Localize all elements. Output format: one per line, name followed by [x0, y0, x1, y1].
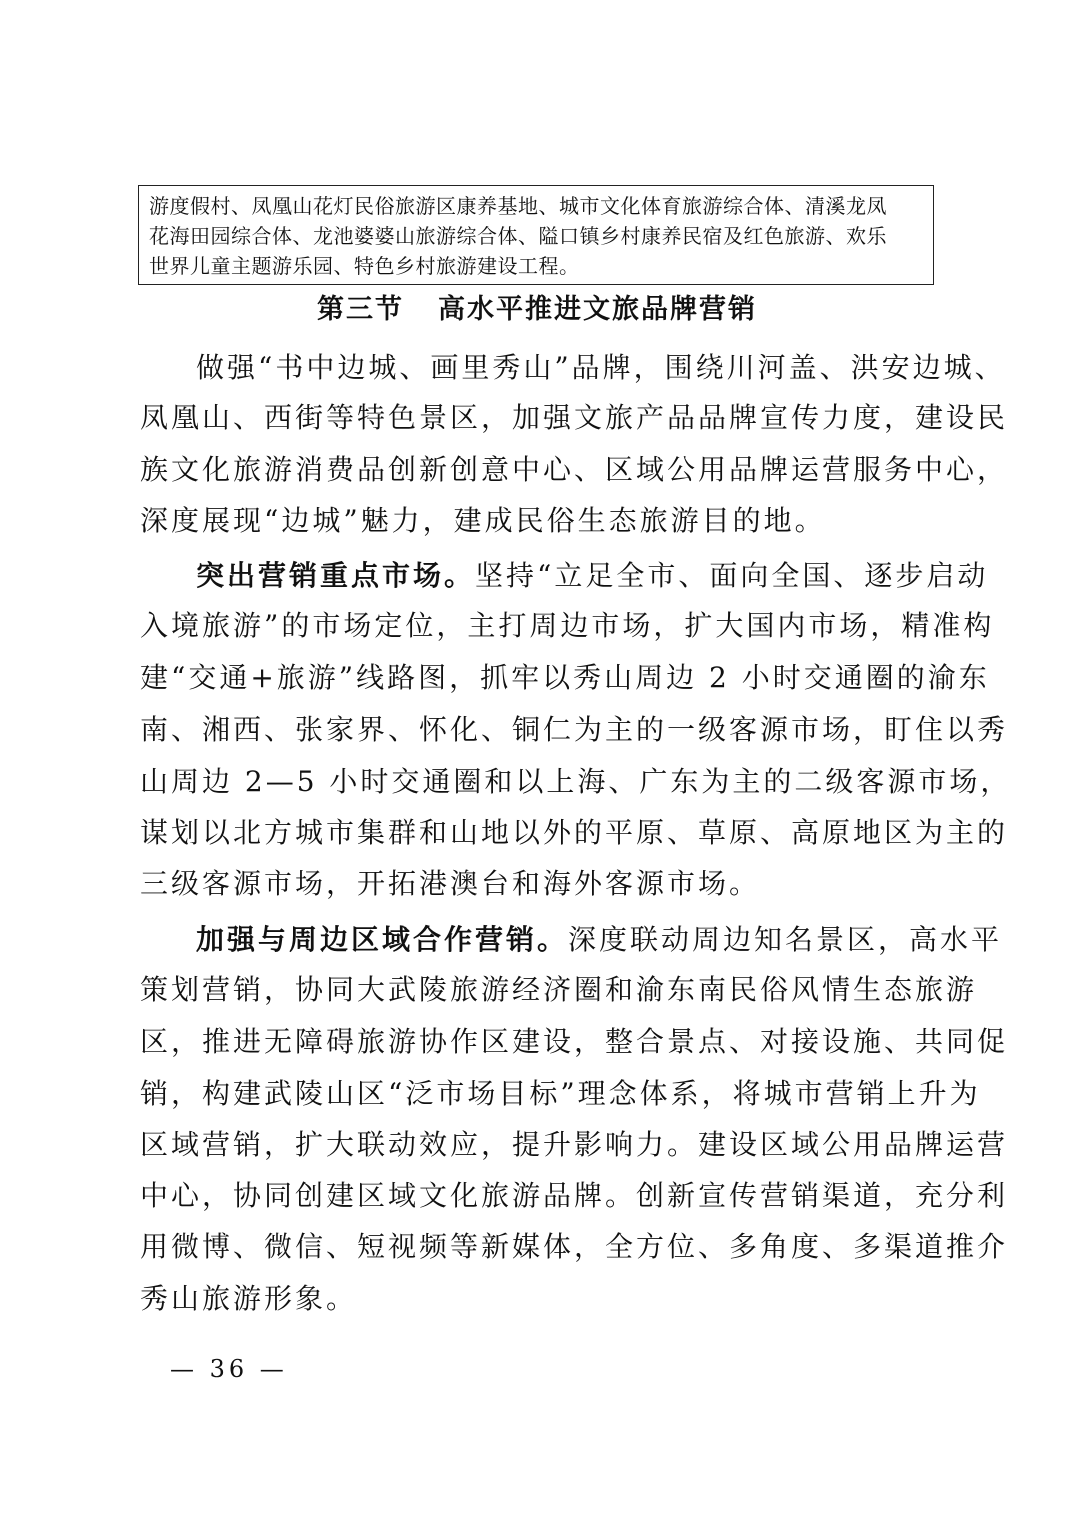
- section-heading: [0, 292, 1074, 328]
- continued-project-box: [138, 185, 934, 285]
- paragraph-line: 族文化旅游消费品创新创意中心、区域公用品牌运营服务中心，: [140, 453, 1009, 486]
- paragraph-line: [196, 922, 1002, 958]
- paragraph-line: 凤凰山、西街等特色景区，加强文旅产品品牌宣传力度，建设民: [140, 401, 1009, 434]
- paragraph-line: 南、湘西、张家界、怀化、铜仁为主的一级客源市场，盯住以秀: [140, 713, 1009, 746]
- box-line: 花海田园综合体、龙池婆婆山旅游综合体、隘口镇乡村康养民宿及红色旅游、欢乐: [149, 224, 887, 248]
- box-line: 世界儿童主题游乐园、特色乡村旅游建设工程。: [149, 254, 580, 278]
- paragraph-line: 做强“书中边城、画里秀山”品牌，围绕川河盖、洪安边城、: [196, 351, 1006, 384]
- paragraph-text: 坚持“立足全市、面向全国、逐步启动: [475, 559, 989, 592]
- paragraph-line: 三级客源市场，开拓港澳台和海外客源市场。: [140, 867, 761, 900]
- paragraph-line: 销，构建武陵山区“泛市场目标”理念体系，将城市营销上升为: [140, 1077, 981, 1110]
- paragraph-line: 深度展现“边城”魅力，建成民俗生态旅游目的地。: [140, 504, 826, 537]
- paragraph-lead: 加强与周边区域合作营销。: [196, 923, 569, 956]
- paragraph-line: [196, 558, 988, 594]
- page-number: — 36 —: [170, 1355, 288, 1383]
- paragraph-line: 入境旅游”的市场定位，主打周边市场，扩大国内市场，精准构: [140, 609, 995, 642]
- paragraph-line: 用微博、微信、短视频等新媒体，全方位、多角度、多渠道推介: [140, 1230, 1009, 1263]
- paragraph-line: 区，推进无障碍旅游协作区建设，整合景点、对接设施、共同促: [140, 1025, 1009, 1058]
- paragraph-text: 深度联动周边知名景区，高水平: [568, 923, 1003, 956]
- section-number: 第三节: [317, 294, 404, 325]
- paragraph-line: 谋划以北方城市集群和山地以外的平原、草原、高原地区为主的: [140, 816, 1009, 849]
- paragraph-line: 山周边 2—5 小时交通圈和以上海、广东为主的二级客源市场，: [140, 765, 1012, 798]
- box-line: 游度假村、凤凰山花灯民俗旅游区康养基地、城市文化体育旅游综合体、清溪龙凤: [149, 194, 887, 218]
- paragraph-line: 策划营销，协同大武陵旅游经济圈和渝东南民俗风情生态旅游: [140, 973, 978, 1006]
- paragraph-line: 秀山旅游形象。: [140, 1282, 358, 1315]
- paragraph-lead: 突出营销重点市场。: [196, 559, 476, 592]
- section-title: 高水平推进文旅品牌营销: [438, 294, 757, 325]
- paragraph-line: 建“交通+旅游”线路图，抓牢以秀山周边 2 小时交通圈的渝东: [140, 661, 990, 694]
- paragraph-line: 中心，协同创建区域文化旅游品牌。创新宣传营销渠道，充分利: [140, 1179, 1009, 1212]
- paragraph-line: 区域营销，扩大联动效应，提升影响力。建设区域公用品牌运营: [140, 1128, 1009, 1161]
